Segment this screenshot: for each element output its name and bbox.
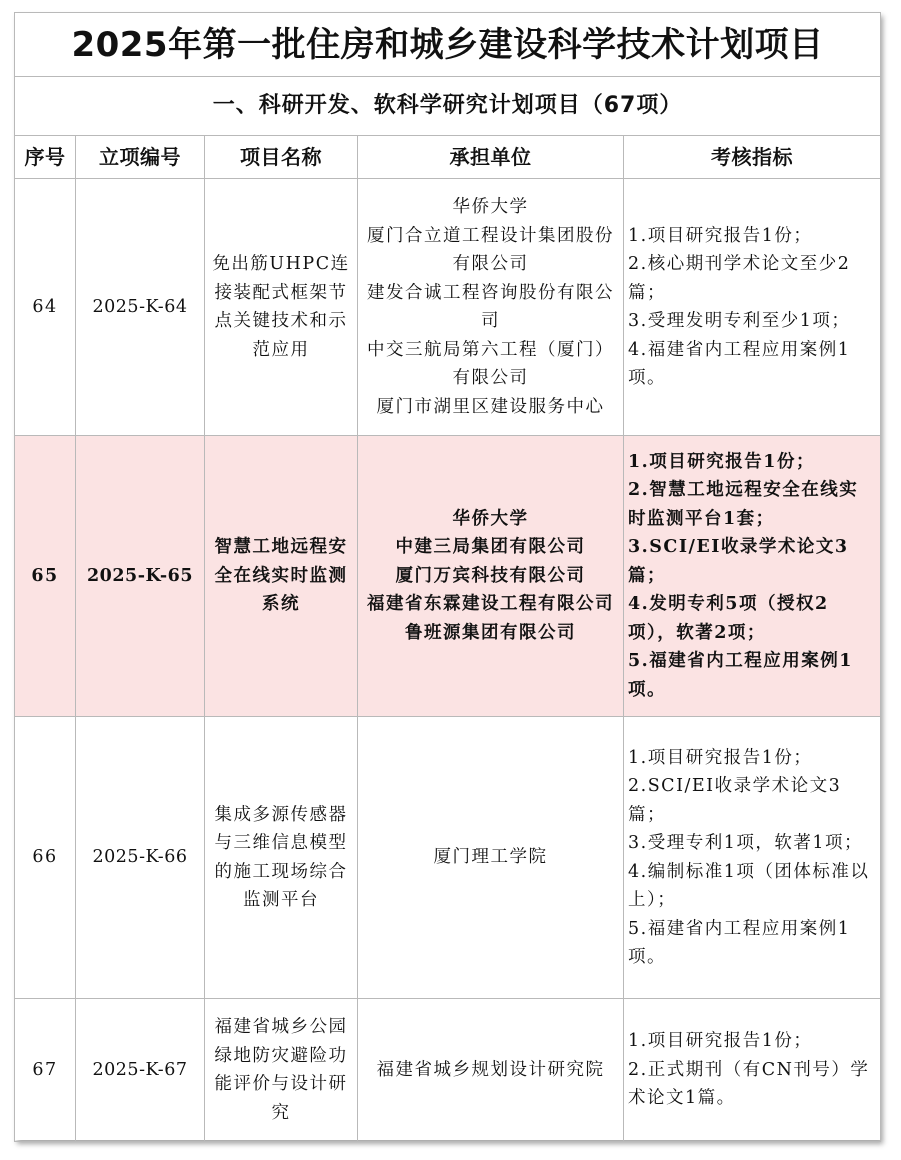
header-row: [15, 136, 881, 179]
table-row: [15, 179, 881, 436]
row-seq: 67: [15, 999, 76, 1142]
column-header-indicators: 考核指标: [624, 136, 881, 179]
row-code: 2025-K-64: [76, 179, 205, 436]
section-row: [15, 77, 881, 136]
row-units: 福建省城乡规划设计研究院: [358, 999, 624, 1142]
row-code: 2025-K-67: [76, 999, 205, 1142]
row-project-name: 智慧工地远程安全在线实时监测系统: [205, 436, 358, 717]
table-row: [15, 436, 881, 717]
document-sheet: [14, 12, 880, 1140]
table-row: [15, 717, 881, 999]
column-header-code: 立项编号: [76, 136, 205, 179]
row-units: 厦门理工学院: [358, 717, 624, 999]
section-heading: 一、科研开发、软科学研究计划项目（67项）: [15, 77, 881, 136]
column-header-name: 项目名称: [205, 136, 358, 179]
row-indicators: 1.项目研究报告1份； 2.智慧工地远程安全在线实时监测平台1套； 3.SCI/EI收录学术论文3篇； 4.发明专利5项（授权2项），软著2项； 5.福建省内工程应用案例1项。: [624, 436, 881, 717]
row-seq: 64: [15, 179, 76, 436]
document-title: 2025年第一批住房和城乡建设科学技术计划项目: [15, 13, 881, 77]
row-indicators: 1.项目研究报告1份； 2.核心期刊学术论文至少2篇； 3.受理发明专利至少1项； 4.福建省内工程应用案例1项。: [624, 179, 881, 436]
row-indicators: 1.项目研究报告1份； 2.正式期刊（有CN刊号）学术论文1篇。: [624, 999, 881, 1142]
row-code: 2025-K-66: [76, 717, 205, 999]
column-header-seq: 序号: [15, 136, 76, 179]
row-project-name: 免出筋UHPC连接装配式框架节点关键技术和示范应用: [205, 179, 358, 436]
row-indicators: 1.项目研究报告1份； 2.SCI/EI收录学术论文3篇； 3.受理专利1项，软著1项； 4.编制标准1项（团体标准以上）； 5.福建省内工程应用案例1项。: [624, 717, 881, 999]
row-code: 2025-K-65: [76, 436, 205, 717]
row-project-name: 集成多源传感器与三维信息模型的施工现场综合监测平台: [205, 717, 358, 999]
table-row: [15, 999, 881, 1142]
title-row: [15, 13, 881, 77]
row-units: 华侨大学 中建三局集团有限公司 厦门万宾科技有限公司 福建省东霖建设工程有限公司 鲁班源集团有限公司: [358, 436, 624, 717]
row-seq: 65: [15, 436, 76, 717]
project-table: [14, 12, 881, 1142]
row-units: 华侨大学 厦门合立道工程设计集团股份有限公司 建发合诚工程咨询股份有限公司 中交三航局第六工程（厦门）有限公司 厦门市湖里区建设服务中心: [358, 179, 624, 436]
column-header-units: 承担单位: [358, 136, 624, 179]
row-seq: 66: [15, 717, 76, 999]
row-project-name: 福建省城乡公园绿地防灾避险功能评价与设计研究: [205, 999, 358, 1142]
